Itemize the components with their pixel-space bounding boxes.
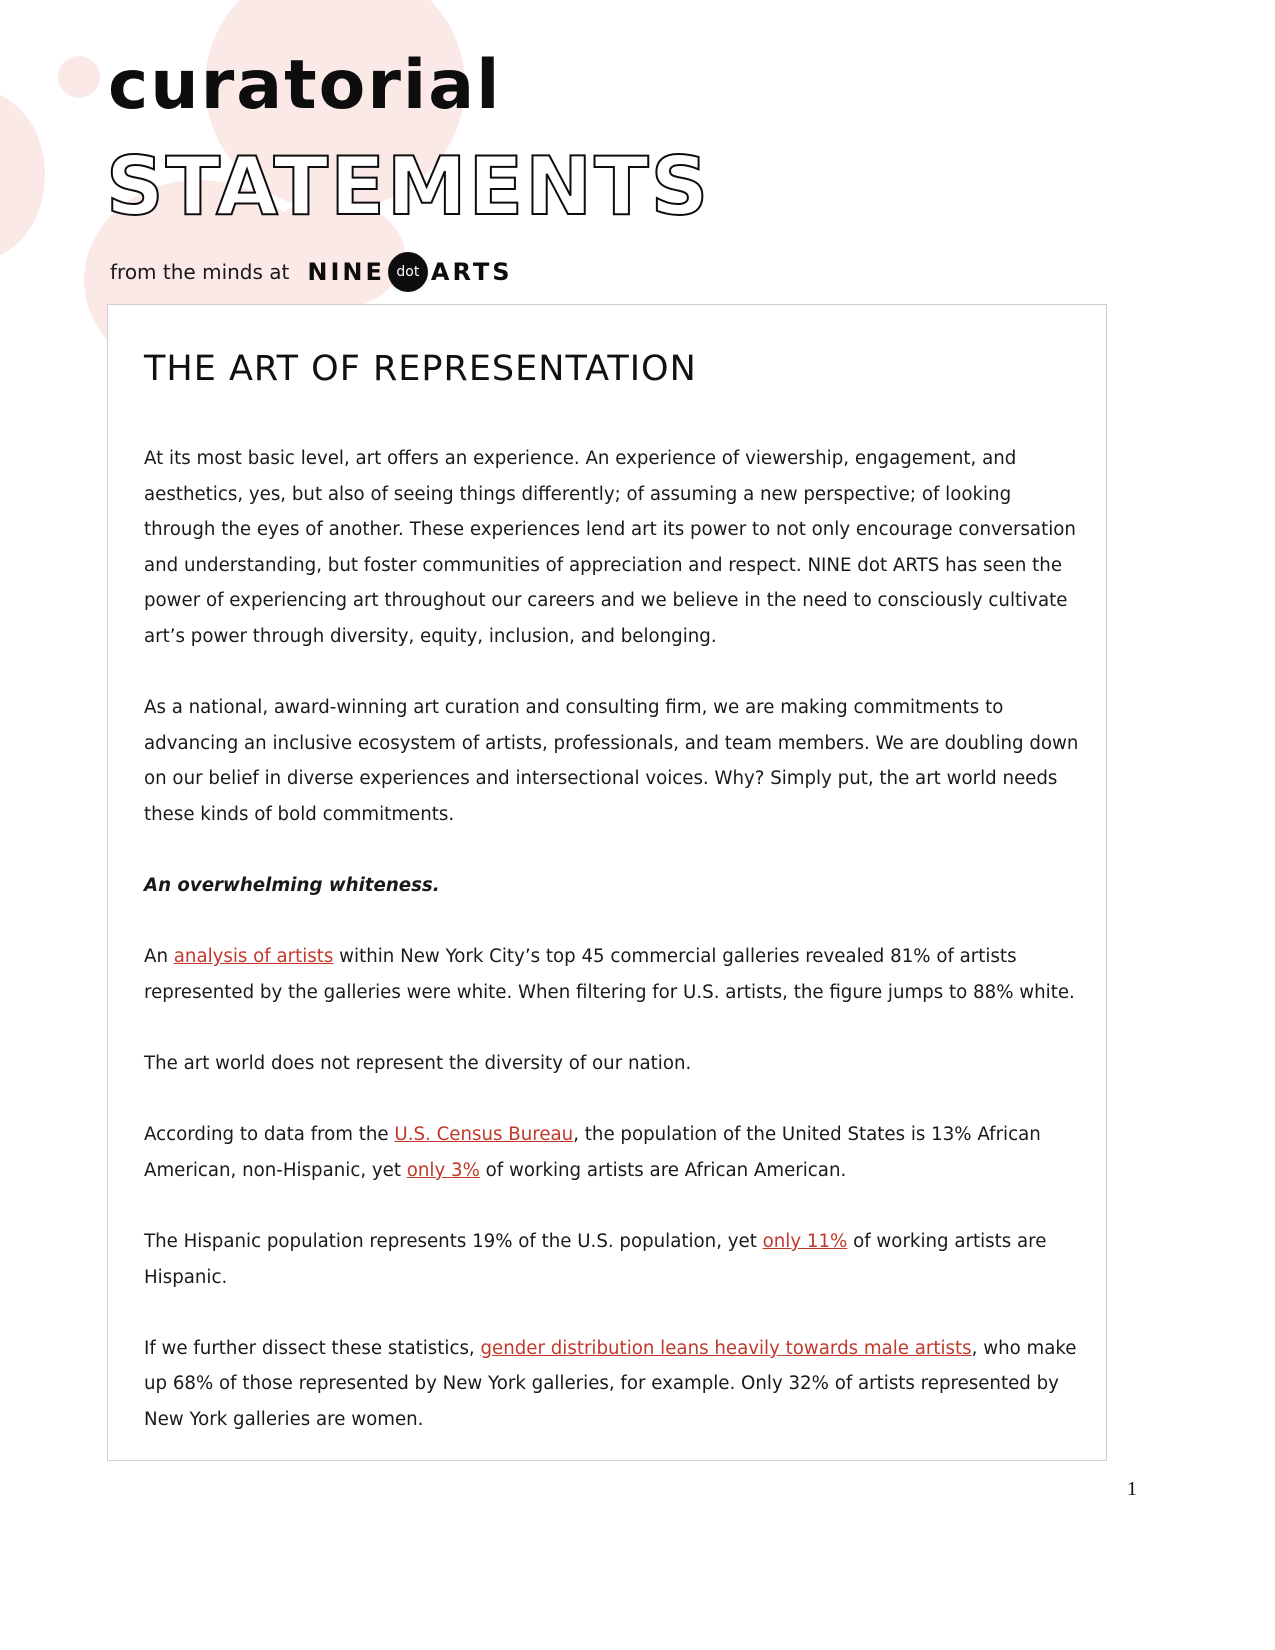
text-run: within New York City’s top 45 commercial galleries revealed 81% of artists represented by the galleries were white. When filtering for U.S. artists, the figure jumps to 88% white. xyxy=(144,946,1075,1003)
link-census-bureau[interactable]: U.S. Census Bureau xyxy=(394,1124,574,1146)
text-run: If we further dissect these statistics, xyxy=(144,1337,481,1359)
paragraph-intro: At its most basic level, art offers an experience. An experience of viewership, engagement, and aesthetics, yes, but also of seeing things differently; of assuming a new perspective; of looking through the eyes of another. These experiences lend art its power to not only encourage conversation and understanding, but foster communities of appreciation and respect. NINE dot ARTS has seen the power of experiencing art throughout our careers and we believe in the need to consciously cultivate art’s power through diversity, equity, inclusion, and belonging. xyxy=(144,448,1076,647)
link-only-3-percent[interactable]: only 3% xyxy=(406,1159,480,1181)
text-run: of working artists are African American. xyxy=(479,1159,847,1181)
paragraph-gender xyxy=(144,1331,1080,1438)
link-gender-distribution[interactable]: gender distribution leans heavily towards male artists xyxy=(480,1337,972,1359)
link-analysis-of-artists[interactable]: analysis of artists xyxy=(173,946,334,968)
text-run: , who make up 68% of those represented by New York galleries, for example. Only 32% of artists represented by New York galleries are women. xyxy=(144,1337,1077,1431)
byline-text: from the minds at xyxy=(110,260,290,284)
byline xyxy=(110,252,513,292)
brand-dot-logo: dot xyxy=(388,252,428,292)
decorative-circle-small xyxy=(58,56,100,98)
text-run: According to data from the xyxy=(144,1124,395,1146)
brand-nine: NINE xyxy=(307,258,385,286)
text-run: The Hispanic population represents 19% of the U.S. population, yet xyxy=(144,1231,763,1253)
link-only-11-percent[interactable]: only 11% xyxy=(762,1231,848,1253)
paragraph-diversity: The art world does not represent the diversity of our nation. xyxy=(144,1053,692,1075)
brand-arts: ARTS xyxy=(430,258,513,286)
paragraph-analysis xyxy=(144,939,1080,1010)
title-statements: STATEMENTS xyxy=(106,140,711,233)
title-curatorial: curatorial xyxy=(108,46,502,125)
text-run: of working artists are Hispanic. xyxy=(144,1231,1047,1288)
content-card xyxy=(107,304,1107,1461)
article-body xyxy=(144,441,1080,1473)
page-number: 1 xyxy=(1127,1478,1137,1500)
text-run: An xyxy=(144,946,174,968)
paragraph-commitments: As a national, award-winning art curation and consulting firm, we are making commitments to advancing an inclusive ecosystem of artists, professionals, and team members. We are doubling down on our belief in diverse experiences and intersectional voices. Why? Simply put, the art world needs these kinds of bold commitments. xyxy=(144,697,1079,825)
subheading-whiteness: An overwhelming whiteness. xyxy=(144,875,440,897)
text-run: , the population of the United States is 13% African American, non-Hispanic, yet xyxy=(144,1124,1041,1181)
decorative-circle-left xyxy=(0,90,45,260)
paragraph-census xyxy=(144,1117,1080,1188)
paragraph-hispanic xyxy=(144,1224,1080,1295)
article-heading: THE ART OF REPRESENTATION xyxy=(144,349,697,389)
